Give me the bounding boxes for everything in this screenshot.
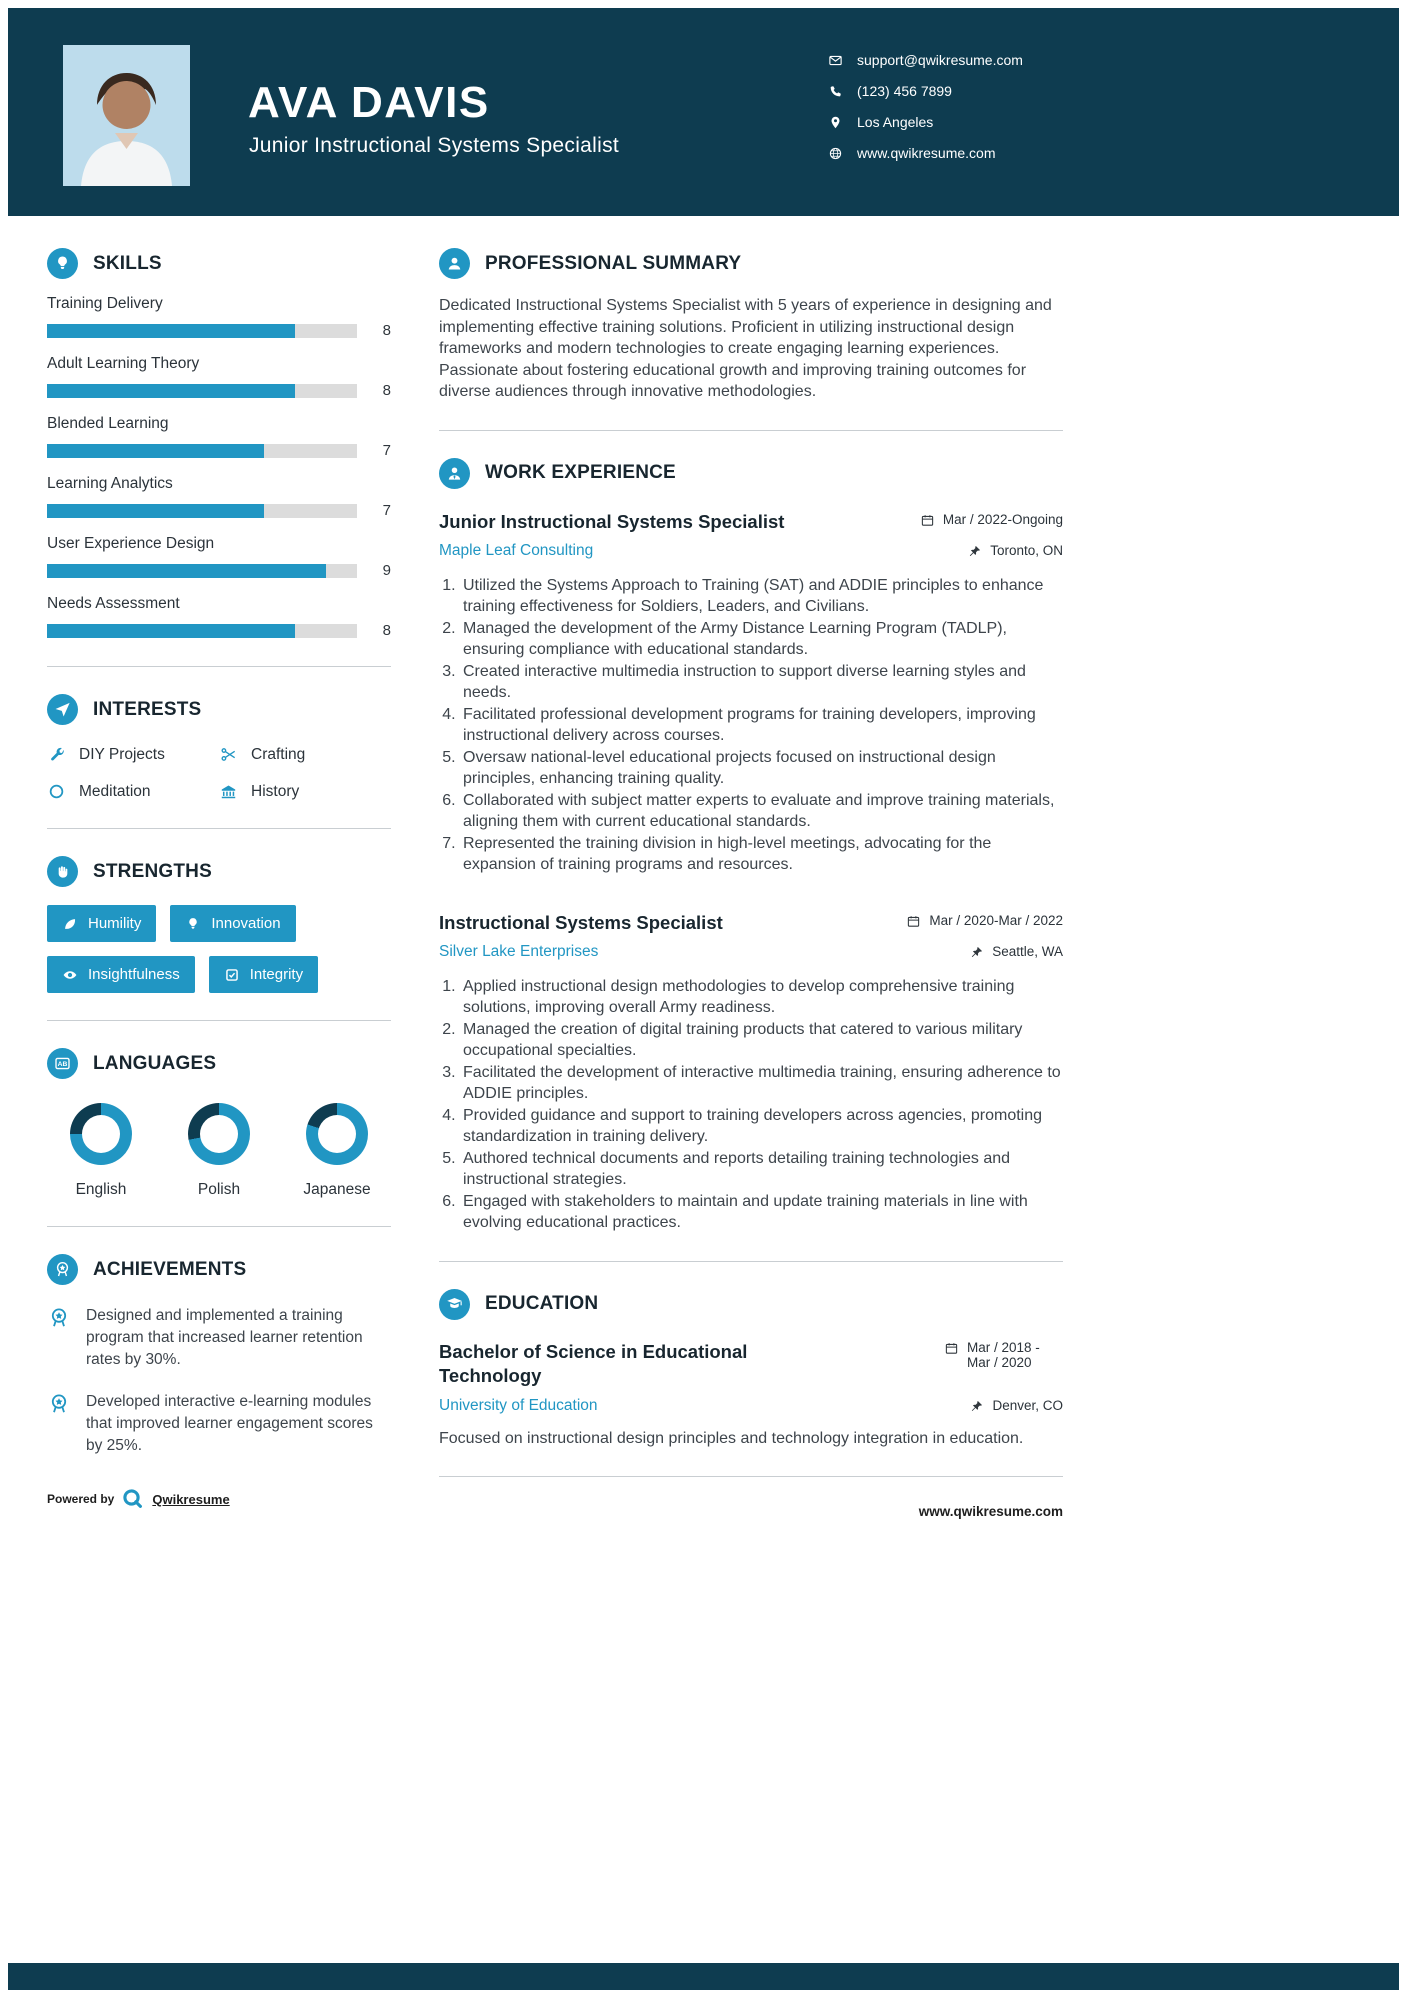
job-dates-text: Mar / 2020-Mar / 2022 bbox=[929, 912, 1063, 928]
skill-bar bbox=[47, 564, 357, 578]
brand-link[interactable]: Qwikresume bbox=[152, 1491, 230, 1507]
skill-value: 8 bbox=[382, 622, 391, 639]
languages-header bbox=[47, 1048, 391, 1079]
skill-label: Blended Learning bbox=[47, 415, 169, 432]
experience-header bbox=[439, 458, 1063, 489]
lightbulb-icon bbox=[47, 248, 78, 279]
medal-icon bbox=[47, 1254, 78, 1285]
interest-label: Crafting bbox=[251, 745, 306, 763]
interests-section bbox=[47, 694, 391, 801]
language-donut-chart bbox=[70, 1103, 132, 1165]
profile-photo bbox=[63, 45, 190, 186]
skill-bar bbox=[47, 384, 357, 398]
achievements-heading: ACHIEVEMENTS bbox=[93, 1258, 247, 1280]
skill-label: Learning Analytics bbox=[47, 475, 173, 492]
interest-item bbox=[219, 745, 391, 764]
job-dates bbox=[906, 913, 1063, 929]
skill-bar bbox=[47, 504, 357, 518]
pushpin-icon bbox=[969, 945, 984, 960]
education-head-row bbox=[439, 1340, 1063, 1388]
languages-list bbox=[47, 1103, 391, 1199]
experience-heading: WORK EXPERIENCE bbox=[485, 462, 676, 483]
interest-item bbox=[47, 782, 219, 801]
header bbox=[8, 8, 1399, 216]
languages-section bbox=[47, 1048, 391, 1199]
degree-title: Bachelor of Science in Educational Technology bbox=[439, 1340, 748, 1386]
contact-item bbox=[828, 83, 1023, 99]
contact-item bbox=[828, 52, 1023, 68]
skill-item bbox=[47, 475, 391, 519]
skill-label: Adult Learning Theory bbox=[47, 355, 200, 372]
interests-heading: INTERESTS bbox=[93, 698, 202, 720]
divider bbox=[439, 430, 1063, 431]
job-dates bbox=[920, 512, 1063, 528]
job-bullet: 1. Utilized the Systems Approach to Training (SAT) and ADDIE principles to enhance training effectiveness for Soldiers, Leaders, and Civilians. bbox=[460, 575, 1063, 618]
interest-label: DIY Projects bbox=[79, 745, 165, 763]
footer-bar bbox=[8, 1963, 1399, 1990]
language-donut-chart bbox=[306, 1103, 368, 1165]
interest-label: History bbox=[251, 782, 300, 800]
achievement-text: Developed interactive e-learning modules that improved learner engagement scores by 25%. bbox=[86, 1393, 373, 1454]
contact-text[interactable]: www.qwikresume.com bbox=[857, 145, 996, 161]
job-bullet: 4. Provided guidance and support to training developers across agencies, promoting standardization in training delivery. bbox=[460, 1105, 1063, 1148]
skill-item bbox=[47, 415, 391, 459]
job-location bbox=[969, 944, 1063, 960]
skill-label: Needs Assessment bbox=[47, 595, 180, 612]
language-label: Japanese bbox=[303, 1181, 371, 1198]
summary-text: Dedicated Instructional Systems Specialist with 5 years of experience in designing and implementing effective training solutions. Proficient in utilizing instructional design frameworks and modern technologies to create engaging learning experiences. Passionate about fostering educational growth and improving training outcomes for diverse audiences through innovative methodologies. bbox=[439, 297, 1052, 400]
divider bbox=[47, 1020, 391, 1021]
strengths-heading: STRENGTHS bbox=[93, 860, 212, 882]
job-entry bbox=[439, 912, 1063, 1234]
skill-bar bbox=[47, 624, 357, 638]
skill-item bbox=[47, 595, 391, 639]
divider bbox=[47, 828, 391, 829]
person-title: Junior Instructional Systems Specialist bbox=[249, 134, 620, 157]
jobs-list bbox=[439, 511, 1063, 1234]
skill-item bbox=[47, 295, 391, 339]
strengths-header bbox=[47, 856, 391, 887]
achievement-item bbox=[47, 1391, 391, 1457]
divider bbox=[439, 1261, 1063, 1262]
strengths-list bbox=[47, 905, 391, 993]
eye-icon bbox=[62, 967, 78, 983]
skill-bar-fill bbox=[47, 564, 326, 578]
language-item bbox=[289, 1103, 385, 1199]
strengths-section bbox=[47, 856, 391, 993]
wrench-icon bbox=[47, 745, 66, 764]
skill-bar-fill bbox=[47, 384, 295, 398]
translate-icon bbox=[47, 1048, 78, 1079]
skill-label: Training Delivery bbox=[47, 295, 163, 312]
skill-value: 8 bbox=[382, 322, 391, 339]
interests-header bbox=[47, 694, 391, 725]
summary-section bbox=[439, 248, 1063, 403]
skill-label: User Experience Design bbox=[47, 535, 215, 552]
skill-bar-fill bbox=[47, 624, 295, 638]
summary-heading: PROFESSIONAL SUMMARY bbox=[485, 252, 742, 274]
strength-tag bbox=[209, 956, 318, 993]
contact-text[interactable]: support@qwikresume.com bbox=[857, 52, 1023, 68]
website-row bbox=[439, 1504, 1063, 1519]
calendar-icon bbox=[944, 1341, 959, 1356]
contact-list bbox=[828, 52, 1023, 161]
job-title: Instructional Systems Specialist bbox=[439, 911, 723, 933]
skill-value: 7 bbox=[382, 502, 391, 519]
circle-icon bbox=[47, 782, 66, 801]
education-dates bbox=[944, 1340, 1063, 1370]
skill-item bbox=[47, 355, 391, 399]
globe-icon bbox=[828, 146, 843, 161]
job-entry bbox=[439, 511, 1063, 876]
job-bullet: 3. Created interactive multimedia instruction to support diverse learning styles and needs. bbox=[460, 661, 1063, 704]
skill-value: 7 bbox=[382, 442, 391, 459]
divider bbox=[47, 666, 391, 667]
skill-bar-fill bbox=[47, 504, 264, 518]
leaf-icon bbox=[62, 916, 78, 932]
job-bullet-list bbox=[439, 575, 1063, 876]
medal-icon bbox=[47, 1392, 71, 1416]
company-name: Maple Leaf Consulting bbox=[439, 541, 594, 559]
contact-text[interactable]: Los Angeles bbox=[857, 114, 934, 130]
right-column bbox=[439, 248, 1063, 1519]
contact-item bbox=[828, 114, 1023, 130]
strength-tag bbox=[47, 956, 195, 993]
contact-text[interactable]: (123) 456 7899 bbox=[857, 83, 952, 99]
pushpin-icon bbox=[969, 1399, 984, 1414]
job-bullet: 5. Authored technical documents and reports detailing training technologies and instructional strategies. bbox=[460, 1148, 1063, 1191]
education-heading: EDUCATION bbox=[485, 1293, 599, 1314]
skill-item bbox=[47, 535, 391, 579]
job-dates-text: Mar / 2022-Ongoing bbox=[942, 511, 1063, 527]
paper-plane-icon bbox=[47, 694, 78, 725]
phone-icon bbox=[828, 84, 843, 99]
skill-bar-fill bbox=[47, 444, 264, 458]
skill-bar bbox=[47, 444, 357, 458]
qwikresume-logo bbox=[121, 1487, 145, 1511]
skills-header bbox=[47, 248, 391, 279]
language-item bbox=[171, 1103, 267, 1199]
job-bullet: 3. Facilitated the development of interactive multimedia training, ensuring adherence to ADDIE principles. bbox=[460, 1062, 1063, 1105]
company-name: Silver Lake Enterprises bbox=[439, 942, 599, 960]
achievement-text: Designed and implemented a training program that increased learner retention rates by 30%. bbox=[86, 1307, 363, 1368]
job-bullet: 4. Facilitated professional development programs for training developers, improving instructional delivery across courses. bbox=[460, 704, 1063, 747]
interest-item bbox=[47, 745, 219, 764]
experience-section bbox=[439, 458, 1063, 1234]
achievement-item bbox=[47, 1305, 391, 1371]
education-location bbox=[969, 1398, 1063, 1414]
lightbulb-icon bbox=[185, 916, 201, 932]
language-item bbox=[53, 1103, 149, 1199]
achievements-header bbox=[47, 1254, 391, 1285]
fist-icon bbox=[47, 856, 78, 887]
job-title: Junior Instructional Systems Specialist bbox=[439, 510, 785, 532]
strength-label: Insightfulness bbox=[88, 966, 180, 983]
job-bullet-list bbox=[439, 976, 1063, 1234]
checkbox-icon bbox=[224, 967, 240, 983]
skill-bar-fill bbox=[47, 324, 295, 338]
museum-icon bbox=[219, 782, 238, 801]
job-bullet: 7. Represented the training division in high-level meetings, advocating for the expansion of training programs and resources. bbox=[460, 833, 1063, 876]
interest-label: Meditation bbox=[79, 782, 151, 800]
summary-header bbox=[439, 248, 1063, 279]
person-icon bbox=[439, 248, 470, 279]
skill-value: 9 bbox=[382, 562, 391, 579]
skill-value: 8 bbox=[382, 382, 391, 399]
skill-bar bbox=[47, 324, 357, 338]
language-label: English bbox=[75, 1181, 127, 1198]
achievements-section bbox=[47, 1254, 391, 1457]
education-school-row bbox=[439, 1397, 1063, 1415]
location-icon bbox=[828, 115, 843, 130]
profile-photo-placeholder bbox=[63, 45, 190, 186]
education-description: Focused on instructional design principles and technology integration in education. bbox=[439, 1429, 1024, 1447]
interest-item bbox=[219, 782, 391, 801]
calendar-icon bbox=[906, 914, 921, 929]
email-icon bbox=[828, 53, 843, 68]
interests-list bbox=[47, 745, 391, 801]
job-bullet: 1. Applied instructional design methodologies to develop comprehensive training solutions, improving overall Army readiness. bbox=[460, 976, 1063, 1019]
strength-label: Integrity bbox=[249, 966, 304, 983]
skills-section bbox=[47, 248, 391, 639]
education-header bbox=[439, 1289, 1063, 1320]
powered-by-label: Powered by bbox=[47, 1492, 115, 1506]
job-bullet: 6. Collaborated with subject matter experts to evaluate and improve training materials, aligning them with current educational standards. bbox=[460, 790, 1063, 833]
powered-by bbox=[47, 1487, 391, 1511]
school-name: University of Education bbox=[439, 1396, 598, 1414]
job-bullet: 2. Managed the creation of digital training products that catered to various military occupational specialties. bbox=[460, 1019, 1063, 1062]
languages-heading: LANGUAGES bbox=[93, 1052, 217, 1074]
divider bbox=[47, 1226, 391, 1227]
pushpin-icon bbox=[967, 544, 982, 559]
calendar-icon bbox=[920, 513, 935, 528]
skills-list bbox=[47, 295, 391, 639]
contact-item bbox=[828, 145, 1023, 161]
job-location-text: Toronto, ON bbox=[990, 542, 1063, 558]
user-tie-icon bbox=[439, 458, 470, 489]
education-section bbox=[439, 1289, 1063, 1450]
job-location-text: Seattle, WA bbox=[992, 943, 1063, 959]
job-bullet: 6. Engaged with stakeholders to maintain and update training materials in line with evolving educational practices. bbox=[460, 1191, 1063, 1234]
svg-text:AB: AB bbox=[57, 1060, 68, 1068]
language-donut-chart bbox=[188, 1103, 250, 1165]
achievements-list bbox=[47, 1305, 391, 1457]
strength-tag bbox=[47, 905, 156, 942]
graduate-icon bbox=[439, 1289, 470, 1320]
person-name: AVA DAVIS bbox=[248, 78, 490, 127]
strength-label: Innovation bbox=[211, 915, 281, 932]
scissors-icon bbox=[219, 745, 238, 764]
job-bullet: 5. Oversaw national-level educational projects focused on instructional design principles, enhancing training quality. bbox=[460, 747, 1063, 790]
left-column bbox=[47, 248, 391, 1511]
education-location-text: Denver, CO bbox=[992, 1397, 1063, 1413]
medal-icon bbox=[47, 1306, 71, 1330]
job-bullet: 2. Managed the development of the Army Distance Learning Program (TADLP), ensuring compliance with educational standards. bbox=[460, 618, 1063, 661]
strength-tag bbox=[170, 905, 295, 942]
job-location bbox=[967, 543, 1063, 559]
skills-heading: SKILLS bbox=[93, 252, 162, 274]
strength-label: Humility bbox=[88, 915, 142, 932]
website-link[interactable]: www.qwikresume.com bbox=[918, 1504, 1063, 1519]
divider bbox=[439, 1476, 1063, 1477]
education-dates-text: Mar / 2018 - Mar / 2020 bbox=[967, 1339, 1040, 1370]
language-label: Polish bbox=[197, 1181, 241, 1198]
